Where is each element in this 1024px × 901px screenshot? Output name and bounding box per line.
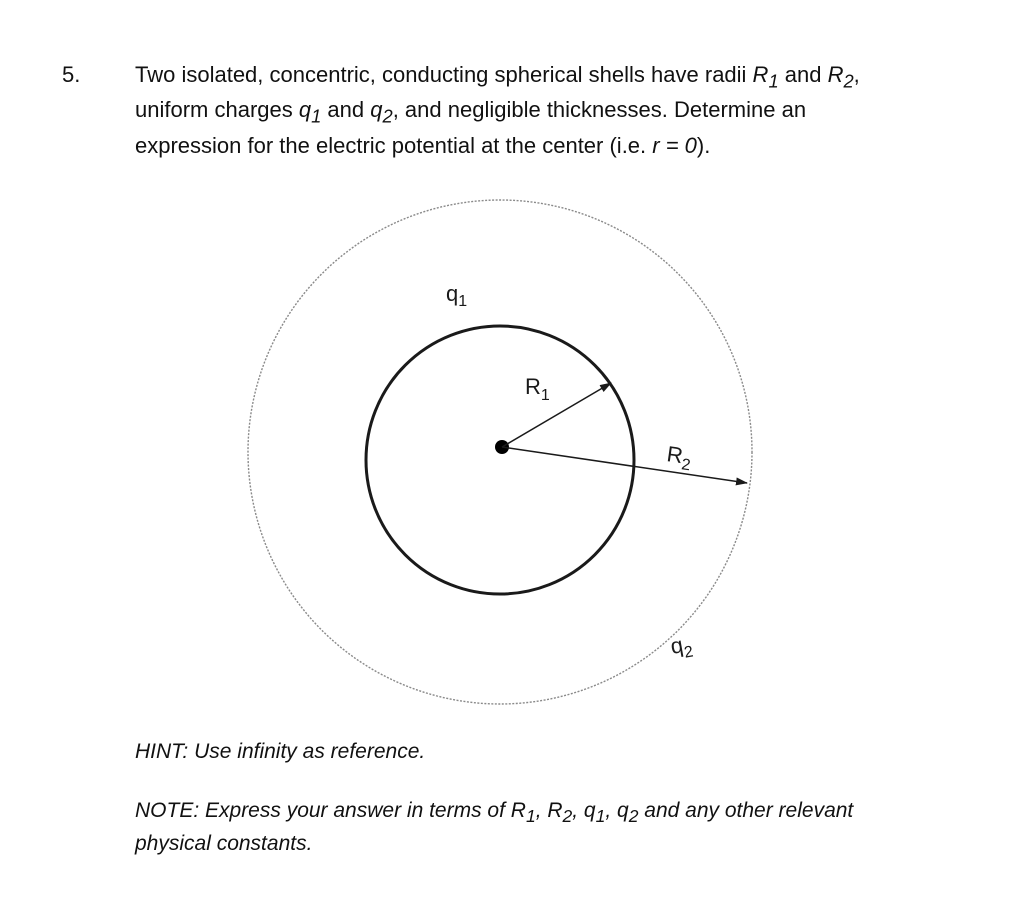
radius-r1-arrow	[502, 383, 611, 447]
label-r2: $R_2$	[665, 441, 692, 475]
label-r1: $R_1$	[525, 374, 550, 404]
problem-statement: Two isolated, concentric, conducting spherical shells have radii $R_1$ and $R_2$, uniform charges $q_1$ and $q_2$, and negligible thicknesses. Determine an expression for the electric potential at the center (i.e. r = 0).	[135, 62, 860, 158]
symbol-r-equals-zero: r = 0	[652, 132, 697, 158]
label-q1: $q_1$	[446, 281, 468, 310]
label-q2: $q_2$	[668, 632, 695, 662]
problem-number: 5.	[62, 62, 81, 87]
symbol-r2: $R_2$	[827, 62, 854, 92]
radius-r2-arrow	[502, 447, 747, 483]
symbol-q1: $q_1$	[298, 97, 322, 127]
symbol-q2: $q_2$	[370, 97, 393, 127]
note-text: NOTE: Express your answer in terms of $R_1$, $R_2$, $q_1$, $q_2$ and any other relevant physical constants.	[135, 799, 854, 856]
statement-text: Two isolated, concentric, conducting spherical shells have radii	[135, 62, 753, 87]
symbol-r1: $R_1$	[752, 62, 779, 92]
hint-text: HINT: Use infinity as reference.	[135, 740, 426, 763]
